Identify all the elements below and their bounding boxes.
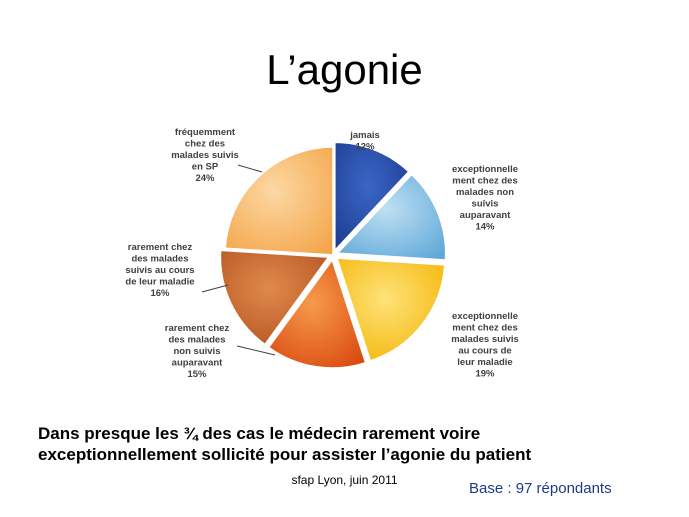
slice-label-line: suivis bbox=[471, 198, 499, 210]
slice-label-line: rarement chez bbox=[164, 323, 230, 334]
slice-label-4 bbox=[165, 323, 230, 380]
base-respondents: Base : 97 répondants bbox=[469, 480, 612, 497]
slice-label-line: malades suivis bbox=[171, 150, 239, 161]
conclusion-line-1: Dans presque les ¾ des cas le médecin rarement voire bbox=[38, 424, 481, 443]
leader-line-5 bbox=[202, 285, 228, 292]
slice-label-line: des malades bbox=[131, 253, 189, 265]
pie-slices bbox=[220, 142, 445, 368]
slice-label-line: malades non bbox=[455, 187, 515, 198]
slice-label-line: 14% bbox=[475, 221, 495, 233]
slice-label-5 bbox=[125, 242, 194, 299]
slice-label-line: non suivis bbox=[173, 346, 221, 357]
slice-label-line: des malades bbox=[168, 334, 226, 346]
slice-label-line: exceptionnelle bbox=[452, 164, 518, 175]
slice-label-line: exceptionnelle bbox=[452, 311, 518, 322]
slice-label-line: rarement chez bbox=[127, 242, 193, 253]
slice-label-line: ment chez des bbox=[452, 322, 518, 334]
slice-label-line: leur maladie bbox=[457, 357, 513, 368]
slice-label-line: 24% bbox=[195, 173, 215, 184]
slice-label-line: au cours de bbox=[458, 345, 512, 357]
slice-label-line: auparavant bbox=[171, 357, 223, 369]
slice-label-6 bbox=[171, 127, 239, 184]
slice-label-line: 19% bbox=[475, 368, 495, 380]
slice-label-line: 16% bbox=[150, 288, 170, 299]
source-footer: sfap Lyon, juin 2011 bbox=[291, 473, 398, 487]
slice-label-3 bbox=[451, 311, 519, 380]
slide-title: L’agonie bbox=[266, 46, 423, 93]
slice-label-line: ment chez des bbox=[452, 175, 518, 187]
slice-label-line: de leur maladie bbox=[125, 276, 195, 288]
slice-label-line: en SP bbox=[191, 161, 219, 173]
slice-label-2 bbox=[452, 164, 518, 233]
slice-label-line: auparavant bbox=[459, 210, 511, 221]
slice-label-line: 12% bbox=[355, 141, 375, 153]
slice-label-line: fréquemment bbox=[174, 127, 236, 138]
slice-label-line: malades suivis bbox=[451, 334, 519, 345]
slice-label-line: 15% bbox=[187, 369, 207, 380]
slice-label-line: jamais bbox=[350, 130, 380, 141]
pie-slice-6 bbox=[225, 147, 333, 255]
conclusion-line-2: exceptionnellement sollicité pour assister l’agonie du patient bbox=[38, 445, 532, 464]
leader-line-6 bbox=[238, 165, 262, 172]
conclusion-text bbox=[38, 423, 658, 465]
slice-label-line: chez des bbox=[184, 138, 226, 150]
slice-label-line: suivis au cours bbox=[125, 265, 195, 276]
